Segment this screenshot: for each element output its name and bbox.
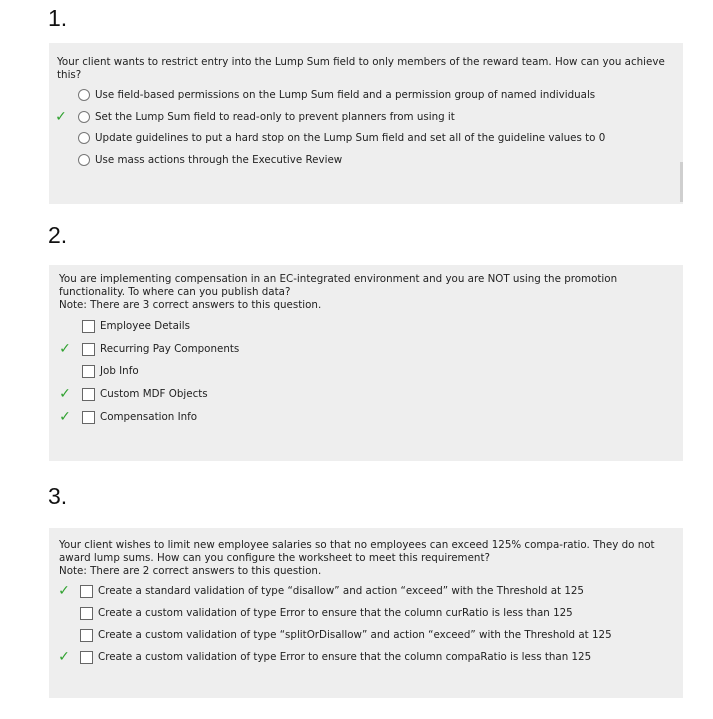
question-3-number: 3. bbox=[48, 483, 68, 509]
checkbox[interactable] bbox=[80, 585, 93, 598]
correct-check-icon: ✓ bbox=[55, 109, 67, 125]
radio-button[interactable] bbox=[78, 89, 90, 101]
radio-button[interactable] bbox=[78, 154, 90, 166]
question-3-prompt-line-1: Your client wishes to limit new employee salaries so that no employees can exceed 125% compa-ratio. They do not bbox=[59, 539, 655, 551]
option-label: Use mass actions through the Executive Review bbox=[95, 154, 343, 166]
question-1-number: 1. bbox=[48, 5, 68, 31]
option-label: Recurring Pay Components bbox=[100, 343, 240, 355]
question-3-option-3[interactable] bbox=[80, 627, 612, 643]
option-label: Employee Details bbox=[100, 320, 190, 332]
checkbox[interactable] bbox=[82, 320, 95, 333]
question-1-prompt: Your client wants to restrict entry into the Lump Sum field to only members of the reward team. How can you achieve this? bbox=[57, 56, 665, 81]
option-label: Set the Lump Sum field to read-only to prevent planners from using it bbox=[95, 111, 455, 123]
checkbox[interactable] bbox=[82, 343, 95, 356]
question-2-option-5[interactable] bbox=[82, 409, 197, 425]
option-label: Compensation Info bbox=[100, 411, 198, 423]
radio-button[interactable] bbox=[78, 111, 90, 123]
question-2-panel bbox=[49, 265, 683, 461]
question-2-note: Note: There are 3 correct answers to this question. bbox=[59, 299, 322, 311]
option-label: Create a custom validation of type Error to ensure that the column compaRatio is less than 125 bbox=[98, 651, 592, 663]
question-3-option-2[interactable] bbox=[80, 605, 573, 621]
option-label: Use field-based permissions on the Lump Sum field and a permission group of named individuals bbox=[95, 89, 596, 101]
question-3-option-1[interactable] bbox=[80, 583, 584, 599]
checkbox[interactable] bbox=[82, 365, 95, 378]
scrollbar-thumb[interactable] bbox=[680, 162, 683, 202]
option-label: Update guidelines to put a hard stop on the Lump Sum field and set all of the guideline values to 0 bbox=[95, 132, 606, 144]
correct-check-icon: ✓ bbox=[58, 649, 70, 665]
checkbox[interactable] bbox=[80, 607, 93, 620]
option-label: Create a custom validation of type “splitOrDisallow” and action “exceed” with the Threshold at 125 bbox=[98, 629, 612, 641]
checkbox[interactable] bbox=[80, 651, 93, 664]
option-label: Custom MDF Objects bbox=[100, 388, 208, 400]
radio-button[interactable] bbox=[78, 132, 90, 144]
question-2-option-2[interactable] bbox=[82, 341, 239, 357]
checkbox[interactable] bbox=[80, 629, 93, 642]
question-3-prompt-line-2: award lump sums. How can you configure the worksheet to meet this requirement? bbox=[59, 552, 490, 564]
option-label: Create a standard validation of type “disallow” and action “exceed” with the Threshold at 125 bbox=[98, 585, 584, 597]
question-2-prompt-line-2: functionality. To where can you publish data? bbox=[59, 286, 291, 298]
correct-check-icon: ✓ bbox=[59, 386, 71, 402]
correct-check-icon: ✓ bbox=[58, 583, 70, 599]
question-1-option-3[interactable] bbox=[78, 130, 605, 146]
question-2-prompt-line-1: You are implementing compensation in an EC-integrated environment and you are NOT using the promotion bbox=[59, 273, 618, 285]
question-2-option-4[interactable] bbox=[82, 386, 208, 402]
checkbox[interactable] bbox=[82, 411, 95, 424]
question-2-option-3[interactable] bbox=[82, 363, 139, 379]
question-1-option-4[interactable] bbox=[78, 152, 342, 168]
question-3-option-4[interactable] bbox=[80, 649, 591, 665]
question-1-panel bbox=[49, 43, 683, 204]
question-1-option-2[interactable] bbox=[78, 109, 455, 125]
question-1-option-1[interactable] bbox=[78, 87, 595, 103]
question-3-panel bbox=[49, 528, 683, 698]
question-2-number: 2. bbox=[48, 222, 68, 248]
question-2-option-1[interactable] bbox=[82, 318, 190, 334]
option-label: Job Info bbox=[100, 365, 139, 377]
option-label: Create a custom validation of type Error to ensure that the column curRatio is less than 125 bbox=[98, 607, 573, 619]
correct-check-icon: ✓ bbox=[59, 409, 71, 425]
question-3-note: Note: There are 2 correct answers to this question. bbox=[59, 565, 322, 577]
correct-check-icon: ✓ bbox=[59, 341, 71, 357]
checkbox[interactable] bbox=[82, 388, 95, 401]
